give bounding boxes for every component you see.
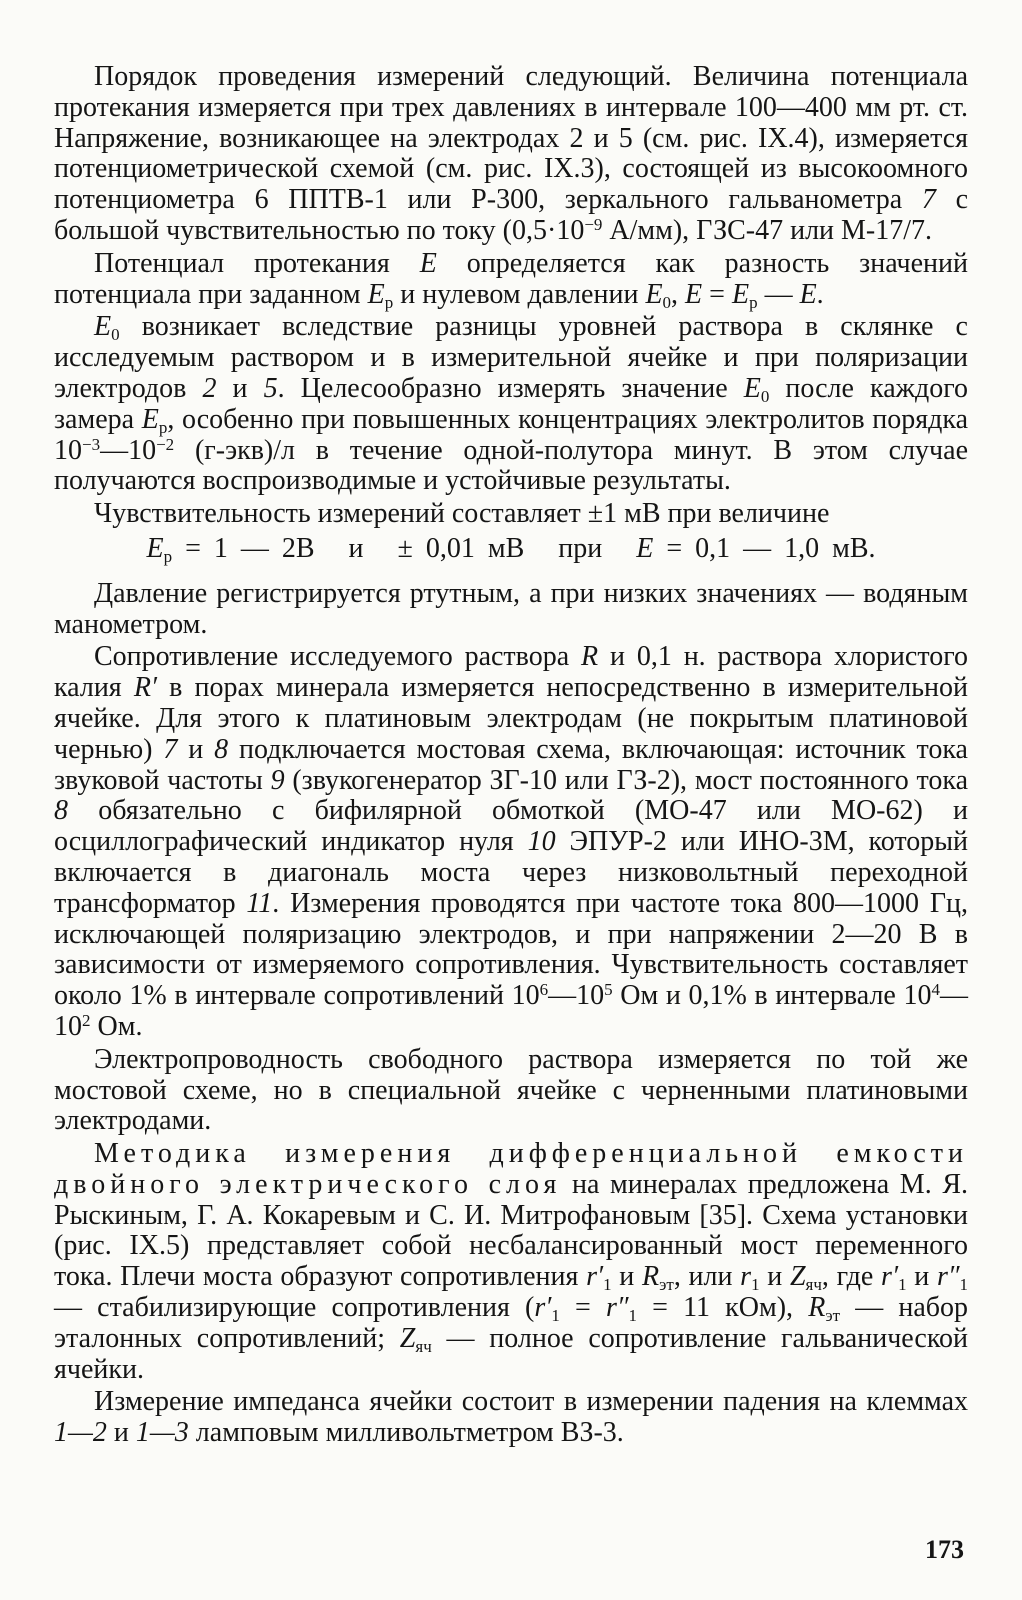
text-run: и [348, 532, 364, 564]
exponent: −9 [584, 214, 603, 234]
text-run: Чувствительность измерений составляет ±1 мВ при величине [94, 498, 830, 530]
symbol-r: R′ [133, 672, 158, 704]
text-run: (звукогенератор ЗГ-10 или ГЗ-2), мост постоянного тока [284, 764, 968, 796]
symbol-e: E [743, 372, 761, 404]
symbol-r: R [641, 1261, 660, 1293]
text-run: и 0,1 н. раствора хлористого калия [54, 641, 969, 704]
exponent: 5 [604, 980, 613, 1000]
text-run: , где [821, 1261, 882, 1293]
paragraph-sensitivity [54, 499, 968, 530]
paragraph-e0 [54, 312, 968, 497]
text-run: возникает вследствие разницы уровней раствора в склянке с исследуемым раствором и в измерительной ячейке и при поляризации электродов [54, 311, 968, 404]
subscript: эт [825, 1306, 841, 1326]
symbol-e: E [645, 278, 663, 310]
text-run: ± 0,01 мВ [397, 532, 525, 564]
figure-ref: 8 [214, 733, 229, 765]
figure-ref: 5 [263, 372, 278, 404]
symbol-r: R [581, 641, 599, 673]
exponent: −3 [82, 434, 101, 454]
text-run: А/мм), ГЗС-47 или М-17/7. [602, 214, 933, 246]
paragraph-capacitance-method [54, 1139, 968, 1385]
symbol-r: R [808, 1292, 826, 1324]
text-run: . Целесообразно измерять значение [277, 372, 744, 404]
text-run: и [759, 1261, 790, 1293]
text-run: . Измерения проводятся при частоте тока 800—1000 Гц, исключающей поляризацию электродов, и при напряжении 2—20 В в зависимости от измеряемого сопротивления. Чувствительность составляет около 1% в интервале сопротивлений 10 [54, 887, 968, 1012]
symbol-e: E [94, 311, 112, 343]
body-text [54, 62, 968, 1449]
text-run: , особенно при повышенных концентрациях электролитов порядка 10 [54, 403, 969, 466]
symbol-e: E [799, 278, 817, 310]
text-run: и нулевом давлении [393, 278, 646, 310]
subscript: яч [805, 1275, 822, 1295]
text-run: подключается мостовая схема, включающая: источник тока звуковой частоты [54, 733, 968, 796]
text-run: (г-экв)/л в течение одной-полутора минут. В этом случае получаются воспроизводимые и устойчивые результаты. [54, 434, 968, 497]
symbol-r: r″ [936, 1261, 960, 1293]
text-run: , или [673, 1261, 741, 1293]
text-run: после каждого замера [54, 372, 969, 435]
text-run: —10 [54, 980, 968, 1042]
text-run: — набор эталонных сопротивлений; [54, 1292, 968, 1354]
text-run: и [106, 1417, 136, 1449]
paragraph-conductivity [54, 1045, 968, 1137]
symbol-e: E [146, 532, 164, 564]
subscript: 1 [628, 1306, 637, 1326]
subscript: яч [415, 1336, 432, 1356]
subscript: p [749, 292, 758, 312]
spaced-emphasis: Методика измерения дифференциальной емкости двойного электрического слоя [54, 1138, 968, 1200]
text-run: = [702, 278, 732, 310]
text-run: = 1 — 2В [172, 532, 315, 564]
symbol-r: r [740, 1261, 752, 1293]
text-run: Электропроводность свободного раствора измеряется по той же мостовой схеме, но в специальной ячейке с черненными платиновыми электродами. [54, 1043, 968, 1137]
formula-sensitivity [54, 534, 968, 565]
figure-ref: 10 [527, 826, 556, 858]
paragraph-impedance [54, 1387, 968, 1449]
text-run: на минералах предложена М. Я. Рыскиным, Г. А. Кокаревым и С. И. Митрофановым [35]. Схема установки (рис. IX.5) представляет собой несбалансированный мост переменного тока. Плечи моста образуют сопротивления [54, 1168, 969, 1293]
figure-ref: 7 [163, 733, 178, 765]
symbol-e: E [419, 247, 437, 279]
paragraph-procedure [54, 62, 968, 247]
paragraph-potential-definition [54, 249, 968, 311]
subscript: 1 [898, 1275, 907, 1295]
symbol-r: r′ [534, 1292, 552, 1324]
symbol-r: r″ [605, 1292, 629, 1324]
symbol-e: E [636, 532, 654, 564]
symbol-e: E [367, 278, 385, 310]
text-run: —10 [100, 434, 157, 466]
exponent: 6 [539, 980, 549, 1000]
text-run: —10 [548, 980, 605, 1012]
paragraph-resistance [54, 642, 968, 1042]
subscript: 1 [603, 1275, 612, 1295]
text-run: Измерение импеданса ячейки состоит в измерении падения на клеммах [94, 1386, 968, 1418]
exponent: −2 [156, 434, 175, 454]
paragraph-pressure [54, 579, 968, 641]
terminal-ref: 1—3 [135, 1417, 189, 1449]
symbol-e: E [685, 278, 703, 310]
text-run: Потенциал протекания [94, 247, 420, 279]
figure-ref: 11 [246, 887, 273, 919]
subscript: 0 [662, 292, 672, 312]
text-run: Порядок проведения измерений следующий. Величина потенциала протекания измеряется при трех давлениях в интервале 100—400 мм рт. ст. Напряжение, возникающее на электродах 2 и 5 (см. рис. IX.4), измеряется потенциометрической схемой (см. рис. IX.3), состоящей из высокоомного потенциометра 6 ППТВ-1 или Р-300, зеркального гальванометра [54, 61, 968, 216]
figure-ref: 9 [270, 764, 285, 796]
subscript: p [158, 417, 168, 437]
subscript: p [163, 546, 173, 566]
symbol-z: Z [789, 1261, 806, 1293]
text-run: и [906, 1261, 937, 1293]
symbol-r: r′ [586, 1261, 604, 1293]
text-run: ламповым милливольтметром ВЗ-3. [188, 1417, 624, 1449]
subscript: 1 [551, 1306, 560, 1326]
text-run: Давление регистрируется ртутным, а при низких значениях — водяным манометром. [54, 577, 968, 640]
text-run: . [816, 278, 824, 310]
text-run: — стабилизирующие сопротивления ( [54, 1292, 535, 1324]
text-run: = 11 кОм), [637, 1292, 809, 1324]
subscript: эт [659, 1275, 674, 1295]
symbol-r: r′ [881, 1261, 899, 1293]
text-run: — полное сопротивление гальванической ячейки. [54, 1322, 968, 1385]
subscript: 0 [760, 386, 770, 406]
exponent: 4 [931, 980, 940, 1000]
text-run: обязательно с бифилярной обмоткой (МО-47 или МО-62) и осциллографический индикатор нуля [54, 795, 968, 858]
subscript: 1 [751, 1275, 760, 1295]
text-run: при [558, 532, 603, 564]
text-run: в порах минерала измеряется непосредственно в измерительной ячейке. Для этого к платиновым электродам (не покрытым платиновой чернью) [54, 672, 968, 765]
text-run: Ом и 0,1% в интервале 10 [612, 980, 932, 1012]
subscript: p [384, 292, 394, 312]
text-run: = 0,1 — 1,0 мВ. [653, 532, 876, 564]
text-run: , [671, 278, 686, 310]
text-run: определяется как разность значений потенциала при заданном [54, 247, 968, 310]
text-run: и [216, 372, 264, 404]
terminal-ref: 1—2 [54, 1417, 107, 1449]
text-run: ЭПУР-2 или ИНО-3М, который включается в диагональ моста через низковольтный переходной трансформатор [54, 826, 968, 919]
text-run: и [611, 1261, 642, 1293]
figure-ref: 7 [921, 184, 936, 216]
subscript: 1 [959, 1275, 969, 1295]
exponent: 2 [82, 1010, 91, 1030]
text-run: с большой чувствительностью по току (0,5·10 [54, 184, 968, 246]
page-number: 173 [925, 1535, 964, 1564]
symbol-e: E [141, 403, 159, 435]
text-run: Сопротивление исследуемого раствора [94, 641, 581, 673]
text-run: = [559, 1292, 606, 1324]
figure-ref: 8 [54, 795, 68, 827]
symbol-z: Z [399, 1322, 416, 1354]
subscript: 0 [111, 325, 120, 345]
text-run: и [177, 733, 215, 765]
text-run: Ом. [90, 1010, 143, 1042]
text-run: — [757, 278, 800, 310]
figure-ref: 2 [202, 372, 217, 404]
symbol-e: E [731, 278, 750, 310]
